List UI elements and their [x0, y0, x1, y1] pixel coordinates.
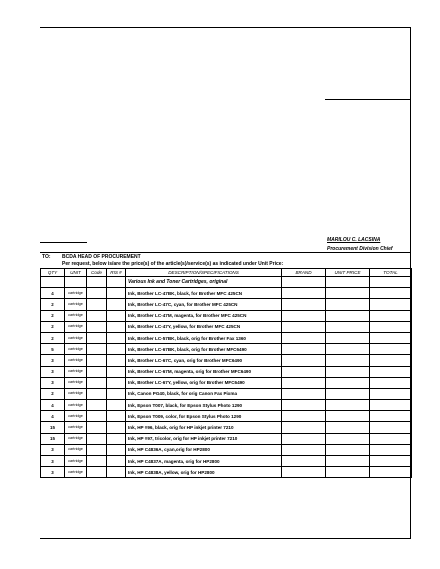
cell-qty: 2: [41, 310, 65, 321]
header-qty: QTY: [41, 269, 65, 277]
cell-code: [87, 366, 107, 377]
cell-brand: [282, 344, 326, 355]
cell-ris: [107, 277, 126, 288]
header-code: Code: [87, 269, 107, 277]
cell-unit: cartridge: [65, 288, 87, 299]
cell-unit: [65, 277, 87, 288]
cell-total: [370, 411, 412, 422]
cell-total: [370, 332, 412, 343]
cell-code: [87, 422, 107, 433]
cell-unit-price: [326, 422, 370, 433]
cell-ris: [107, 388, 126, 399]
cell-description: Ink, Brother LC-57BK, black, orig for Brother Fax 1360: [126, 332, 282, 343]
cell-total: [370, 467, 412, 478]
cell-unit-price: [326, 400, 370, 411]
cell-total: [370, 377, 412, 388]
table-row: [41, 366, 412, 377]
header-rule-right: [325, 99, 411, 100]
cell-description: Ink, HP C4837A, magenta, orig for HP2800: [126, 456, 282, 467]
cell-code: [87, 321, 107, 332]
cell-brand: [282, 456, 326, 467]
cell-brand: [282, 310, 326, 321]
cell-description: Ink, Epson T009, color, for Epson Stylus Photo 1290: [126, 411, 282, 422]
cell-brand: [282, 277, 326, 288]
table-row: [41, 422, 412, 433]
table-row: [41, 321, 412, 332]
cell-brand: [282, 288, 326, 299]
cell-brand: [282, 377, 326, 388]
cell-description: Ink, Brother LC-47M, magenta, for Brother MFC 425CN: [126, 310, 282, 321]
cell-unit-price: [326, 277, 370, 288]
cell-description: Ink, HP C4838A, yellow, orig for HP2800: [126, 467, 282, 478]
cell-total: [370, 444, 412, 455]
table-row: [41, 388, 412, 399]
cell-brand: [282, 422, 326, 433]
cell-brand: [282, 467, 326, 478]
cell-unit-price: [326, 433, 370, 444]
cell-unit: cartridge: [65, 388, 87, 399]
table-header-row: [41, 269, 412, 277]
cell-unit-price: [326, 366, 370, 377]
cell-unit: cartridge: [65, 321, 87, 332]
section-title: Various Ink and Toner Cartridges, original: [126, 277, 282, 288]
cell-brand: [282, 332, 326, 343]
cell-unit-price: [326, 377, 370, 388]
cell-unit-price: [326, 321, 370, 332]
cell-code: [87, 400, 107, 411]
header-brand: BRAND: [282, 269, 326, 277]
table-row: [41, 288, 412, 299]
cell-unit: cartridge: [65, 310, 87, 321]
cell-qty: 4: [41, 400, 65, 411]
cell-ris: [107, 321, 126, 332]
cell-brand: [282, 355, 326, 366]
table-row: [41, 355, 412, 366]
cell-total: [370, 344, 412, 355]
cell-description: Ink, Brother LC-67Y, yellow, orig for Brother MFC6490: [126, 377, 282, 388]
cell-total: [370, 388, 412, 399]
cell-code: [87, 344, 107, 355]
request-text: Per request, below is/are the price(s) of the article(s)/service(s) as indicated under Unit Price:: [62, 261, 284, 267]
cell-code: [87, 355, 107, 366]
cell-description: Ink, Brother LC-67M, magenta, orig for Brother MFC6490: [126, 366, 282, 377]
recipient-value: BCDA HEAD OF PROCUREMENT: [62, 254, 141, 260]
cell-unit-price: [326, 456, 370, 467]
cell-unit-price: [326, 411, 370, 422]
cell-ris: [107, 299, 126, 310]
cell-ris: [107, 288, 126, 299]
cell-unit: cartridge: [65, 344, 87, 355]
table-row: [41, 400, 412, 411]
to-label: TO:: [42, 254, 51, 260]
cell-code: [87, 456, 107, 467]
cell-description: Ink, HP C4836A, cyan,orig for HP2800: [126, 444, 282, 455]
cell-qty: 4: [41, 288, 65, 299]
cell-total: [370, 366, 412, 377]
cell-unit: cartridge: [65, 366, 87, 377]
header-unit-price: UNIT PRICE: [326, 269, 370, 277]
cell-code: [87, 467, 107, 478]
cell-code: [87, 388, 107, 399]
cell-total: [370, 277, 412, 288]
cell-qty: 3: [41, 444, 65, 455]
cell-qty: 15: [41, 433, 65, 444]
signatory-title: Procurement Division Chief: [327, 246, 393, 252]
cell-brand: [282, 444, 326, 455]
cell-ris: [107, 310, 126, 321]
cell-qty: 2: [41, 321, 65, 332]
cell-ris: [107, 467, 126, 478]
cell-unit: cartridge: [65, 299, 87, 310]
cell-code: [87, 299, 107, 310]
cell-description: Ink, Brother LC-47BK, black, for Brother MFC 425CN: [126, 288, 282, 299]
header-unit: UNIT: [65, 269, 87, 277]
cell-unit: cartridge: [65, 377, 87, 388]
cell-brand: [282, 299, 326, 310]
cell-qty: 3: [41, 467, 65, 478]
cell-total: [370, 400, 412, 411]
cell-brand: [282, 321, 326, 332]
header-rule-left: [40, 242, 87, 243]
cell-total: [370, 433, 412, 444]
cell-qty: 3: [41, 366, 65, 377]
table-row: [41, 467, 412, 478]
cell-brand: [282, 411, 326, 422]
cell-total: [370, 456, 412, 467]
cell-code: [87, 444, 107, 455]
cell-total: [370, 422, 412, 433]
cell-unit-price: [326, 355, 370, 366]
cell-code: [87, 411, 107, 422]
cell-qty: 5: [41, 344, 65, 355]
cell-unit: cartridge: [65, 411, 87, 422]
cell-description: Ink, Canon PG40, black, for orig Canon Fax Pixma: [126, 388, 282, 399]
cell-ris: [107, 400, 126, 411]
cell-ris: [107, 355, 126, 366]
cell-qty: 2: [41, 332, 65, 343]
cell-ris: [107, 344, 126, 355]
cell-ris: [107, 377, 126, 388]
cell-unit: cartridge: [65, 422, 87, 433]
cell-unit-price: [326, 332, 370, 343]
header-total: TOTAL: [370, 269, 412, 277]
cell-unit: cartridge: [65, 444, 87, 455]
table-row: [41, 411, 412, 422]
cell-brand: [282, 433, 326, 444]
cell-unit-price: [326, 444, 370, 455]
cell-ris: [107, 433, 126, 444]
cell-qty: [41, 277, 65, 288]
table-row: [41, 456, 412, 467]
items-table: [40, 268, 412, 478]
cell-ris: [107, 422, 126, 433]
cell-ris: [107, 444, 126, 455]
cell-description: Ink, Brother LC-47Y, yellow, for Brother MFC 425CN: [126, 321, 282, 332]
cell-unit: cartridge: [65, 433, 87, 444]
table-row: [41, 377, 412, 388]
cell-description: Ink, Brother LC-47C, cyan, for Brother MFC 425CN: [126, 299, 282, 310]
section-row: [41, 277, 412, 288]
cell-qty: 3: [41, 377, 65, 388]
cell-description: Ink, HP #96, black, orig for HP inkjet printer 7210: [126, 422, 282, 433]
cell-unit: cartridge: [65, 400, 87, 411]
cell-ris: [107, 332, 126, 343]
cell-ris: [107, 411, 126, 422]
cell-description: Ink, Brother LC-67BK, black, orig for Brother MFC6490: [126, 344, 282, 355]
divider-top: [40, 252, 411, 253]
cell-qty: 15: [41, 422, 65, 433]
cell-total: [370, 299, 412, 310]
cell-code: [87, 277, 107, 288]
table-row: [41, 299, 412, 310]
cell-total: [370, 288, 412, 299]
signatory-name: MARILOU C. LACSINA: [327, 237, 381, 243]
cell-qty: 4: [41, 411, 65, 422]
cell-brand: [282, 366, 326, 377]
cell-unit-price: [326, 299, 370, 310]
cell-unit-price: [326, 288, 370, 299]
cell-ris: [107, 456, 126, 467]
cell-code: [87, 310, 107, 321]
cell-total: [370, 310, 412, 321]
header-ris: RIS #: [107, 269, 126, 277]
table-row: [41, 310, 412, 321]
cell-unit: cartridge: [65, 456, 87, 467]
cell-code: [87, 377, 107, 388]
cell-description: Ink, Brother LC-67C, cyan, orig for Brother MFC6490: [126, 355, 282, 366]
table-row: [41, 344, 412, 355]
cell-description: Ink, HP #97, tricolor, orig for HP inkjet printer 7210: [126, 433, 282, 444]
table-row: [41, 433, 412, 444]
cell-qty: 3: [41, 456, 65, 467]
cell-qty: 3: [41, 355, 65, 366]
cell-unit-price: [326, 388, 370, 399]
cell-code: [87, 332, 107, 343]
cell-unit-price: [326, 344, 370, 355]
cell-description: Ink, Epson T007, black, for Epson Stylus Photo 1290: [126, 400, 282, 411]
cell-total: [370, 321, 412, 332]
cell-code: [87, 288, 107, 299]
cell-brand: [282, 400, 326, 411]
table-row: [41, 444, 412, 455]
header-description: DESCRIPTION/SPECIFICATIONS: [126, 269, 282, 277]
cell-unit: cartridge: [65, 355, 87, 366]
table-row: [41, 332, 412, 343]
cell-unit-price: [326, 467, 370, 478]
cell-brand: [282, 388, 326, 399]
cell-unit: cartridge: [65, 332, 87, 343]
cell-unit-price: [326, 310, 370, 321]
cell-unit: cartridge: [65, 467, 87, 478]
cell-total: [370, 355, 412, 366]
cell-ris: [107, 366, 126, 377]
cell-qty: 2: [41, 299, 65, 310]
cell-code: [87, 433, 107, 444]
cell-qty: 2: [41, 388, 65, 399]
